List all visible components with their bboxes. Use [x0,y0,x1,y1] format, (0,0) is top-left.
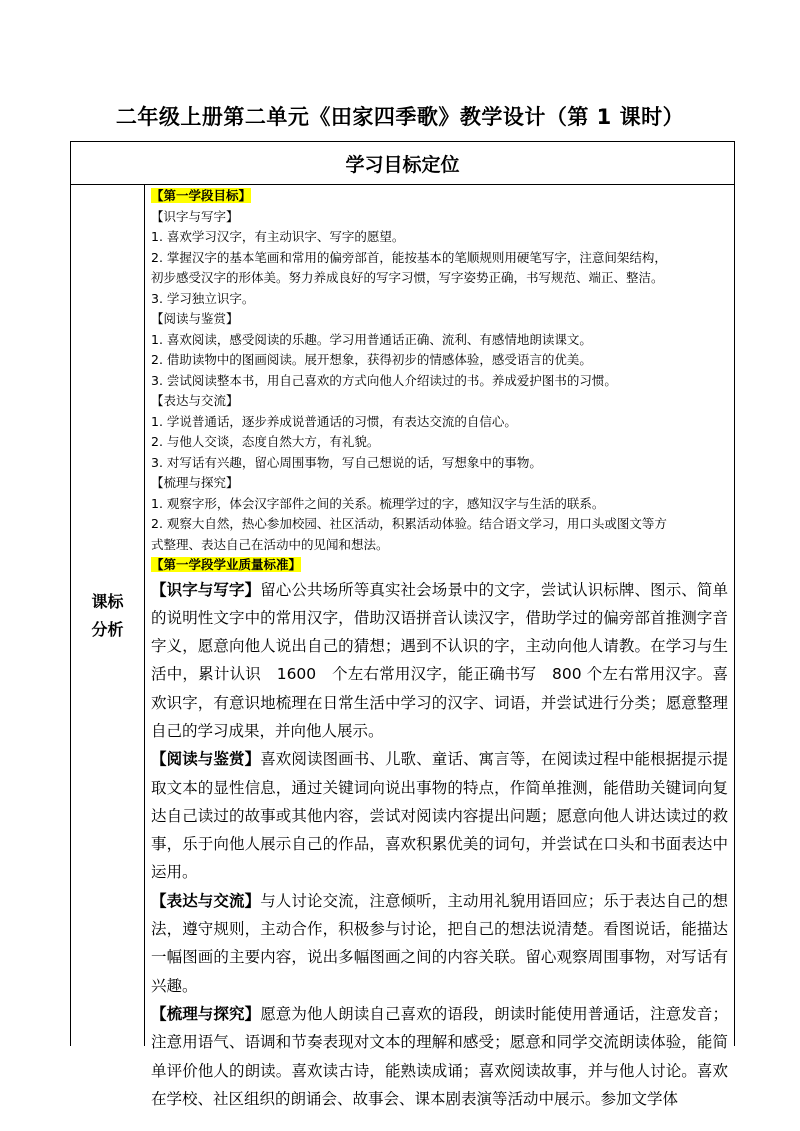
row-label-cell [71,185,145,1046]
stage-goals-block [151,186,728,576]
quality-paragraph [151,1000,728,1113]
section-heading: 【表达与交流】 [151,393,239,408]
quality-paragraph [151,887,728,1000]
list-item: 3. 学习独立识字。 [151,290,255,306]
list-item: 初步感受汉字的形体美。努力养成良好的写字习惯，写字姿势正确，书写规范、端正、整洁。 [151,270,664,285]
quality-standards-block [151,576,728,1114]
list-item: 1. 喜欢阅读，感受阅读的乐趣。学习用普通话正确、流利、有感情地朗读课文。 [151,331,592,347]
document-title: 二年级上册第二单元《田家四季歌》教学设计（第 1 课时） [115,105,685,129]
quality-paragraph-label: 【表达与交流】 [151,891,261,910]
quality-paragraph-text: 与人讨论交流，注意倾听，主动用礼貌用语回应；乐于表达自己的想法，遵守规则，主动合作，积极参与讨论，把自己的想法说清楚。看图说话，能描达一幅图画的主要内容，说出多幅图画之间的内容关联。留心观察周围事物，对写话有兴趣。 [151,891,728,995]
content-cell [151,186,728,1108]
quality-standard-label: 【第一学段学业质量标准】 [151,557,302,572]
table-header: 学习目标定位 [71,142,734,185]
list-item: 2. 观察大自然，热心参加校园、社区活动，积累活动体验。结合语文学习，用口头或图文等方 [151,516,667,531]
list-item: 1. 学说普通话，逐步养成说普通话的习惯，有表达交流的自信心。 [151,413,517,429]
list-item: 2. 与他人交谈，态度自然大方，有礼貌。 [151,434,380,449]
stage-goal-label: 【第一学段目标】 [151,188,252,203]
section-heading: 【梳理与探究】 [151,475,239,490]
list-item: 1. 观察字形，体会汉字部件之间的关系。梳理学过的字，感知汉字与生活的联系。 [151,495,605,511]
quality-paragraph-text: 愿意为他人朗读自己喜欢的语段，朗读时能使用普通话，注意发音；注意用语气、语调和节奏表现对文本的理解和感受；愿意和同学交流朗读体验，能简单评价他人的朗读。喜欢读古诗，能熟读成诵；喜欢阅读故事，并与他人讨论。喜欢在学校、社区组织的朗诵会、故事会、课本剧表演等活动中展示。参加文学体 [151,1004,728,1108]
quality-paragraph [151,576,728,746]
row-label-line-2: 分析 [91,619,124,639]
quality-paragraph [151,745,728,886]
quality-paragraph-label: 【识字与写字】 [151,580,261,599]
quality-paragraph-label: 【阅读与鉴赏】 [151,750,261,769]
quality-paragraph-text: 喜欢阅读图画书、儿歌、童话、寓言等，在阅读过程中能根据提示提取文本的显性信息，通过关键词向说出事物的特点，作简单推测，能借助关键词向复达自己读过的故事或其他内容，尝试对阅读内容提出问题；愿意向他人讲达读过的救事，乐于向他人展示自己的作品，喜欢积累优美的词句，并尝试在口头和书面表达中运用。 [151,750,728,882]
list-item: 3. 对写话有兴趣，留心周围事物，写自己想说的话，写想象中的事物。 [151,454,542,470]
list-item: 式整理、表达自己在活动中的见闻和想法。 [151,536,389,552]
section-heading: 【识字与写字】 [151,208,239,224]
quality-paragraph-label: 【梳理与探究】 [151,1004,261,1023]
quality-paragraph-text: 留心公共场所等真实社会场景中的文字，尝试认识标牌、图示、简单的说明性文字中的常用汉字，借助汉语拼音认读汉字，借助学过的偏旁部首推测字音字义，愿意向他人说出自己的猜想；遇到不认识的字，主动向他人请教。在学习与生活中，累计认识 1600 个左右常用汉字，能正确书写 800 个左右常用汉字。喜欢识字，有意识地梳理在日常生活中学习的汉字、词语，并尝试进行分类；愿意整理自己的学习成果，并向他人展示。 [151,580,728,740]
section-heading: 【阅读与鉴赏】 [151,311,239,326]
row-label-line-1: 课标 [91,591,124,611]
list-item: 2. 借助读物中的图画阅读。展开想象，获得初步的情感体验，感受语言的优美。 [151,352,592,367]
list-item: 3. 尝试阅读整本书，用自己喜欢的方式向他人介绍读过的书。养成爱护图书的习惯。 [151,372,617,388]
list-item: 2. 掌握汉字的基本笔画和常用的偏旁部首，能按基本的笔顺规则用硬笔写字，注意间架结构， [151,249,667,265]
objectives-table [70,141,735,1108]
list-item: 1. 喜欢学习汉字，有主动识字、写字的愿望。 [151,229,405,244]
